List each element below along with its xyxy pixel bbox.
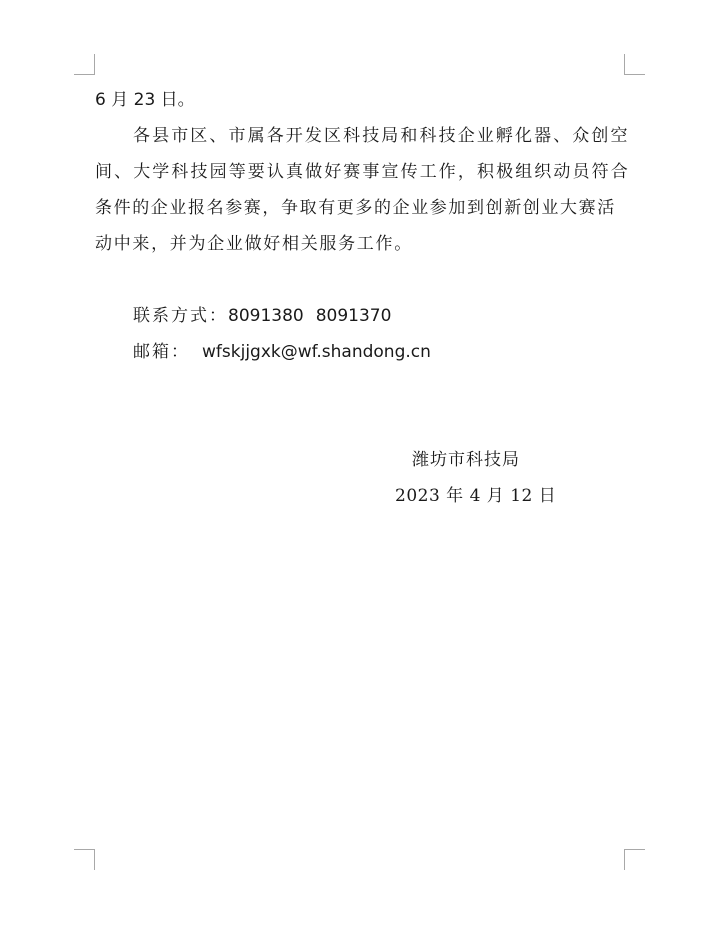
crop-mark-bottom-right	[624, 849, 645, 870]
contact-phone-1: 8091380	[228, 306, 304, 326]
contact-line	[133, 304, 391, 328]
signature-organization: 潍坊市科技局	[412, 450, 520, 470]
paragraph-line-3: 条件的企业报名参赛，争取有更多的企业参加到创新创业大赛活	[95, 198, 616, 218]
email-address: wfskjjgxk@wf.shandong.cn	[202, 342, 431, 362]
email-label: 邮箱：	[133, 342, 190, 362]
crop-mark-bottom-left	[74, 849, 95, 870]
signature-date: 2023 年 4 月 12 日	[395, 486, 557, 506]
paragraph-line-4: 动中来，并为企业做好相关服务工作。	[95, 234, 413, 254]
date-continuation-line: 6 月 23 日。	[95, 90, 195, 110]
contact-label: 联系方式：	[133, 306, 228, 326]
crop-mark-top-left	[74, 54, 95, 75]
paragraph-line-1: 各县市区、市属各开发区科技局和科技企业孵化器、众创空	[133, 126, 630, 146]
email-line	[133, 340, 431, 364]
paragraph-line-2: 间、大学科技园等要认真做好赛事宣传工作，积极组织动员符合	[95, 162, 630, 182]
crop-mark-top-right	[624, 54, 645, 75]
contact-phone-2: 8091370	[315, 306, 392, 326]
